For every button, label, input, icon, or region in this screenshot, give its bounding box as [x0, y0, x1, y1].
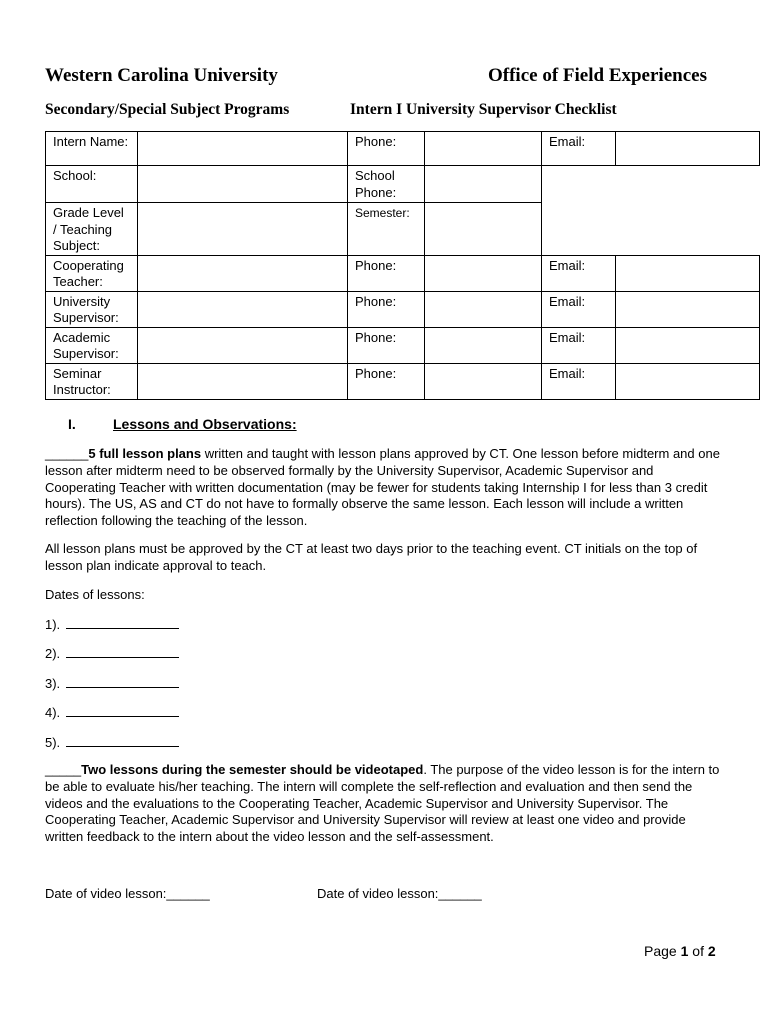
page-current: 1 — [680, 943, 689, 959]
as-phone-label: Phone: — [348, 327, 425, 363]
cooperating-teacher-field[interactable] — [138, 255, 348, 291]
empty-cell — [542, 166, 760, 256]
table-row — [46, 166, 760, 203]
table-row — [46, 255, 760, 291]
page-of: of — [692, 943, 704, 959]
si-email-label: Email: — [542, 363, 616, 399]
semester-field[interactable] — [425, 203, 542, 256]
as-phone-field[interactable] — [425, 327, 542, 363]
lesson-date-number: 5). — [45, 735, 61, 750]
checklist-title: Intern I University Supervisor Checklist — [350, 101, 617, 118]
academic-supervisor-field[interactable] — [138, 327, 348, 363]
school-field[interactable] — [138, 166, 348, 203]
us-phone-label: Phone: — [348, 291, 425, 327]
lesson-date-row — [45, 734, 179, 750]
lesson-date-line[interactable] — [66, 704, 179, 717]
video-text: . The purpose of the video lesson is for the intern to be able to evaluate his/her teaching. The intern will complete the self-reflection and evaluation and then send the videos and the evaluations to the Cooperating Teacher, Academic Supervisor and University Supervisor. The Cooperating Teacher, Academic Supervisor and University Supervisor will review at least one video and provide written feedback to the intern about the video lesson and the self-assessment. — [45, 762, 720, 845]
lesson-date-number: 2). — [45, 646, 61, 661]
lesson-plans-blank[interactable]: ______ — [45, 446, 89, 461]
video-date-blank[interactable]: ______ — [438, 886, 482, 901]
intern-info-table — [45, 131, 760, 400]
ct-phone-label: Phone: — [348, 255, 425, 291]
lesson-date-line[interactable] — [66, 734, 179, 747]
intern-email-field[interactable] — [616, 132, 760, 166]
lesson-date-row — [45, 645, 179, 661]
school-phone-label: School Phone: — [348, 166, 425, 203]
as-email-field[interactable] — [616, 327, 760, 363]
program-name: Secondary/Special Subject Programs — [45, 101, 290, 118]
video-date-1 — [45, 886, 210, 903]
table-row — [46, 363, 760, 399]
video-date-2 — [317, 886, 482, 903]
semester-label: Semester: — [348, 203, 425, 256]
intern-phone-field[interactable] — [425, 132, 542, 166]
lesson-date-line[interactable] — [66, 645, 179, 658]
video-blank[interactable]: _____ — [45, 762, 82, 777]
si-phone-label: Phone: — [348, 363, 425, 399]
intern-email-label: Email: — [542, 132, 616, 166]
lesson-date-number: 1). — [45, 617, 61, 632]
dates-label: Dates of lessons: — [45, 587, 145, 602]
section-heading — [68, 416, 468, 434]
page-total: 2 — [707, 943, 716, 959]
seminar-instructor-label: Seminar Instructor: — [46, 363, 138, 399]
video-date-label: Date of video lesson: — [317, 886, 439, 901]
school-label: School: — [46, 166, 138, 203]
table-row — [46, 327, 760, 363]
lesson-date-row — [45, 704, 179, 720]
video-bold: Two lessons during the semester should be videotaped — [81, 762, 424, 777]
us-email-field[interactable] — [616, 291, 760, 327]
intern-phone-label: Phone: — [348, 132, 425, 166]
cooperating-teacher-label: Cooperating Teacher: — [46, 255, 138, 291]
university-supervisor-field[interactable] — [138, 291, 348, 327]
lesson-plans-text: written and taught with lesson plans approved by CT. One lesson before midterm and one lesson after midterm need to be observed formally by the University Supervisor, Academic Supervisor and Cooperating Teacher with written documentation (may be fewer for students taking Internship I for less than 3 credit hours). The US, AS and CT do not have to formally observe the same lesson. Each lesson will include a written reflection following the teaching of the lesson. — [45, 446, 720, 529]
university-name: Western Carolina University — [45, 65, 278, 86]
lesson-date-row — [45, 675, 179, 691]
ct-email-label: Email: — [542, 255, 616, 291]
page-number — [644, 943, 716, 959]
lesson-plans-bold: 5 full lesson plans — [88, 446, 202, 461]
university-supervisor-label: University Supervisor: — [46, 291, 138, 327]
video-date-blank[interactable]: ______ — [166, 886, 210, 901]
section-title: Lessons and Observations: — [113, 416, 297, 432]
office-name: Office of Field Experiences — [488, 65, 707, 86]
lesson-plans-paragraph — [45, 446, 725, 530]
academic-supervisor-label: Academic Supervisor: — [46, 327, 138, 363]
approval-paragraph: All lesson plans must be approved by the CT at least two days prior to the teaching event. CT initials on the top of lesson plan indicate approval to teach. — [45, 541, 698, 573]
video-paragraph — [45, 762, 725, 846]
ct-email-field[interactable] — [616, 255, 760, 291]
seminar-instructor-field[interactable] — [138, 363, 348, 399]
as-email-label: Email: — [542, 327, 616, 363]
school-phone-field[interactable] — [425, 166, 542, 203]
lesson-date-number: 4). — [45, 705, 61, 720]
table-row — [46, 132, 760, 166]
si-phone-field[interactable] — [425, 363, 542, 399]
grade-level-label: Grade Level / Teaching Subject: — [46, 203, 138, 256]
lesson-date-line[interactable] — [66, 616, 179, 629]
lesson-date-row — [45, 616, 179, 632]
us-email-label: Email: — [542, 291, 616, 327]
intern-name-label: Intern Name: — [46, 132, 138, 166]
si-email-field[interactable] — [616, 363, 760, 399]
ct-phone-field[interactable] — [425, 255, 542, 291]
grade-level-field[interactable] — [138, 203, 348, 256]
page-word: Page — [644, 943, 677, 959]
table-row — [46, 291, 760, 327]
section-number: I. — [68, 416, 76, 432]
us-phone-field[interactable] — [425, 291, 542, 327]
video-date-label: Date of video lesson: — [45, 886, 167, 901]
intern-name-field[interactable] — [138, 132, 348, 166]
lesson-date-number: 3). — [45, 676, 61, 691]
lesson-date-line[interactable] — [66, 675, 179, 688]
